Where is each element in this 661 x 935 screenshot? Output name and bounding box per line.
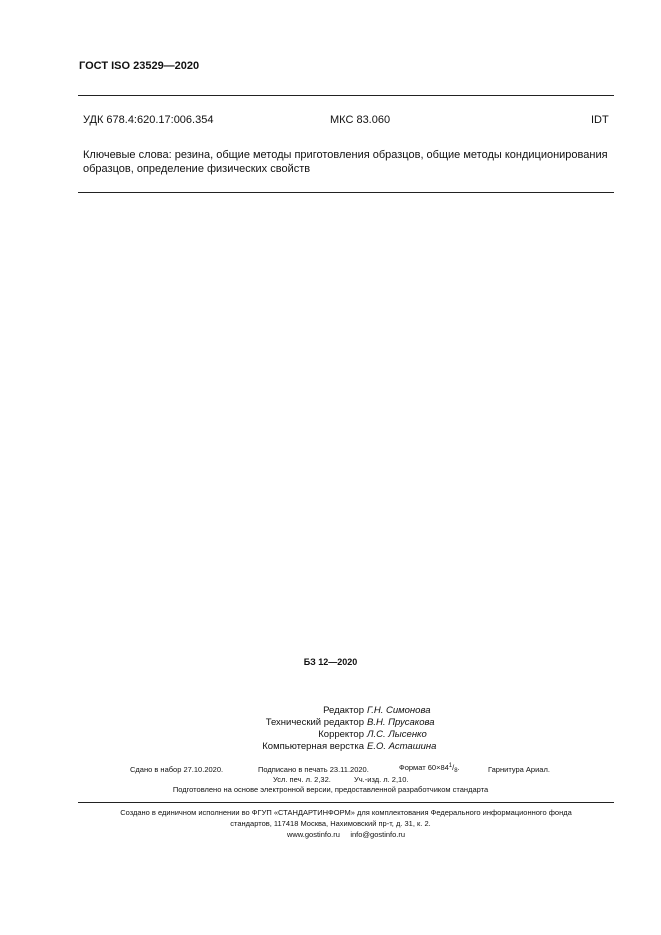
format-suffix: . — [457, 763, 460, 772]
mks-code: МКС 83.060 — [330, 114, 391, 126]
email-link[interactable]: info@gostinfo.ru — [350, 830, 406, 839]
publisher-sheets: Уч.-изд. л. 2,10. — [354, 775, 409, 784]
idt-label: IDT — [591, 114, 609, 126]
credit-role-proofreader: Корректор — [318, 729, 364, 740]
typeface-info: Гарнитура Ариал. — [488, 765, 550, 774]
divider-bottom — [78, 802, 614, 803]
divider-middle — [78, 192, 614, 193]
credit-name-proofreader: Л.С. Лысенко — [367, 729, 427, 740]
publisher-line-2: стандартов, 117418 Москва, Нахимовский пр-т, д. 31, к. 2. — [230, 819, 431, 828]
divider-top — [78, 95, 614, 96]
document-id: ГОСТ ISO 23529—2020 — [79, 60, 200, 72]
credit-role-tech-editor: Технический редактор — [265, 717, 364, 728]
signed-date: Подписано в печать 23.11.2020. — [258, 765, 369, 774]
credit-role-editor: Редактор — [323, 705, 364, 716]
udk-code: УДК 678.4:620.17:006.354 — [83, 114, 214, 126]
publisher-line-1: Создано в единичном исполнении во ФГУП «СТАНДАРТИНФОРМ» для комплектования Федерального информационного фонда — [120, 808, 572, 817]
bz-number: БЗ 12—2020 — [303, 657, 358, 667]
format-denominator: 8 — [454, 768, 458, 774]
keywords-text: Ключевые слова: резина, общие методы приготовления образцов, общие методы кондиционирования образцов, определение физических свойств — [83, 149, 608, 175]
print-sheets: Усл. печ. л. 2,32. — [273, 775, 331, 784]
submitted-date: Сдано в набор 27.10.2020. — [130, 765, 224, 774]
publisher-contacts — [0, 830, 661, 839]
credit-role-layout: Компьютерная верстка — [262, 741, 364, 752]
format-prefix: Формат 60×84 — [399, 763, 449, 772]
credit-name-editor: Г.Н. Симонова — [367, 705, 431, 716]
format-numerator: 1 — [448, 763, 453, 769]
format-info: Формат $60\times 84^1/_8$. — [399, 763, 460, 774]
website-link[interactable]: www.gostinfo.ru — [286, 830, 340, 839]
prepared-note: Подготовлено на основе электронной версии, предоставленной разработчиком стандарта — [172, 785, 489, 794]
credit-name-layout: Е.О. Асташина — [367, 741, 437, 752]
credit-name-tech-editor: В.Н. Прусакова — [367, 717, 435, 728]
